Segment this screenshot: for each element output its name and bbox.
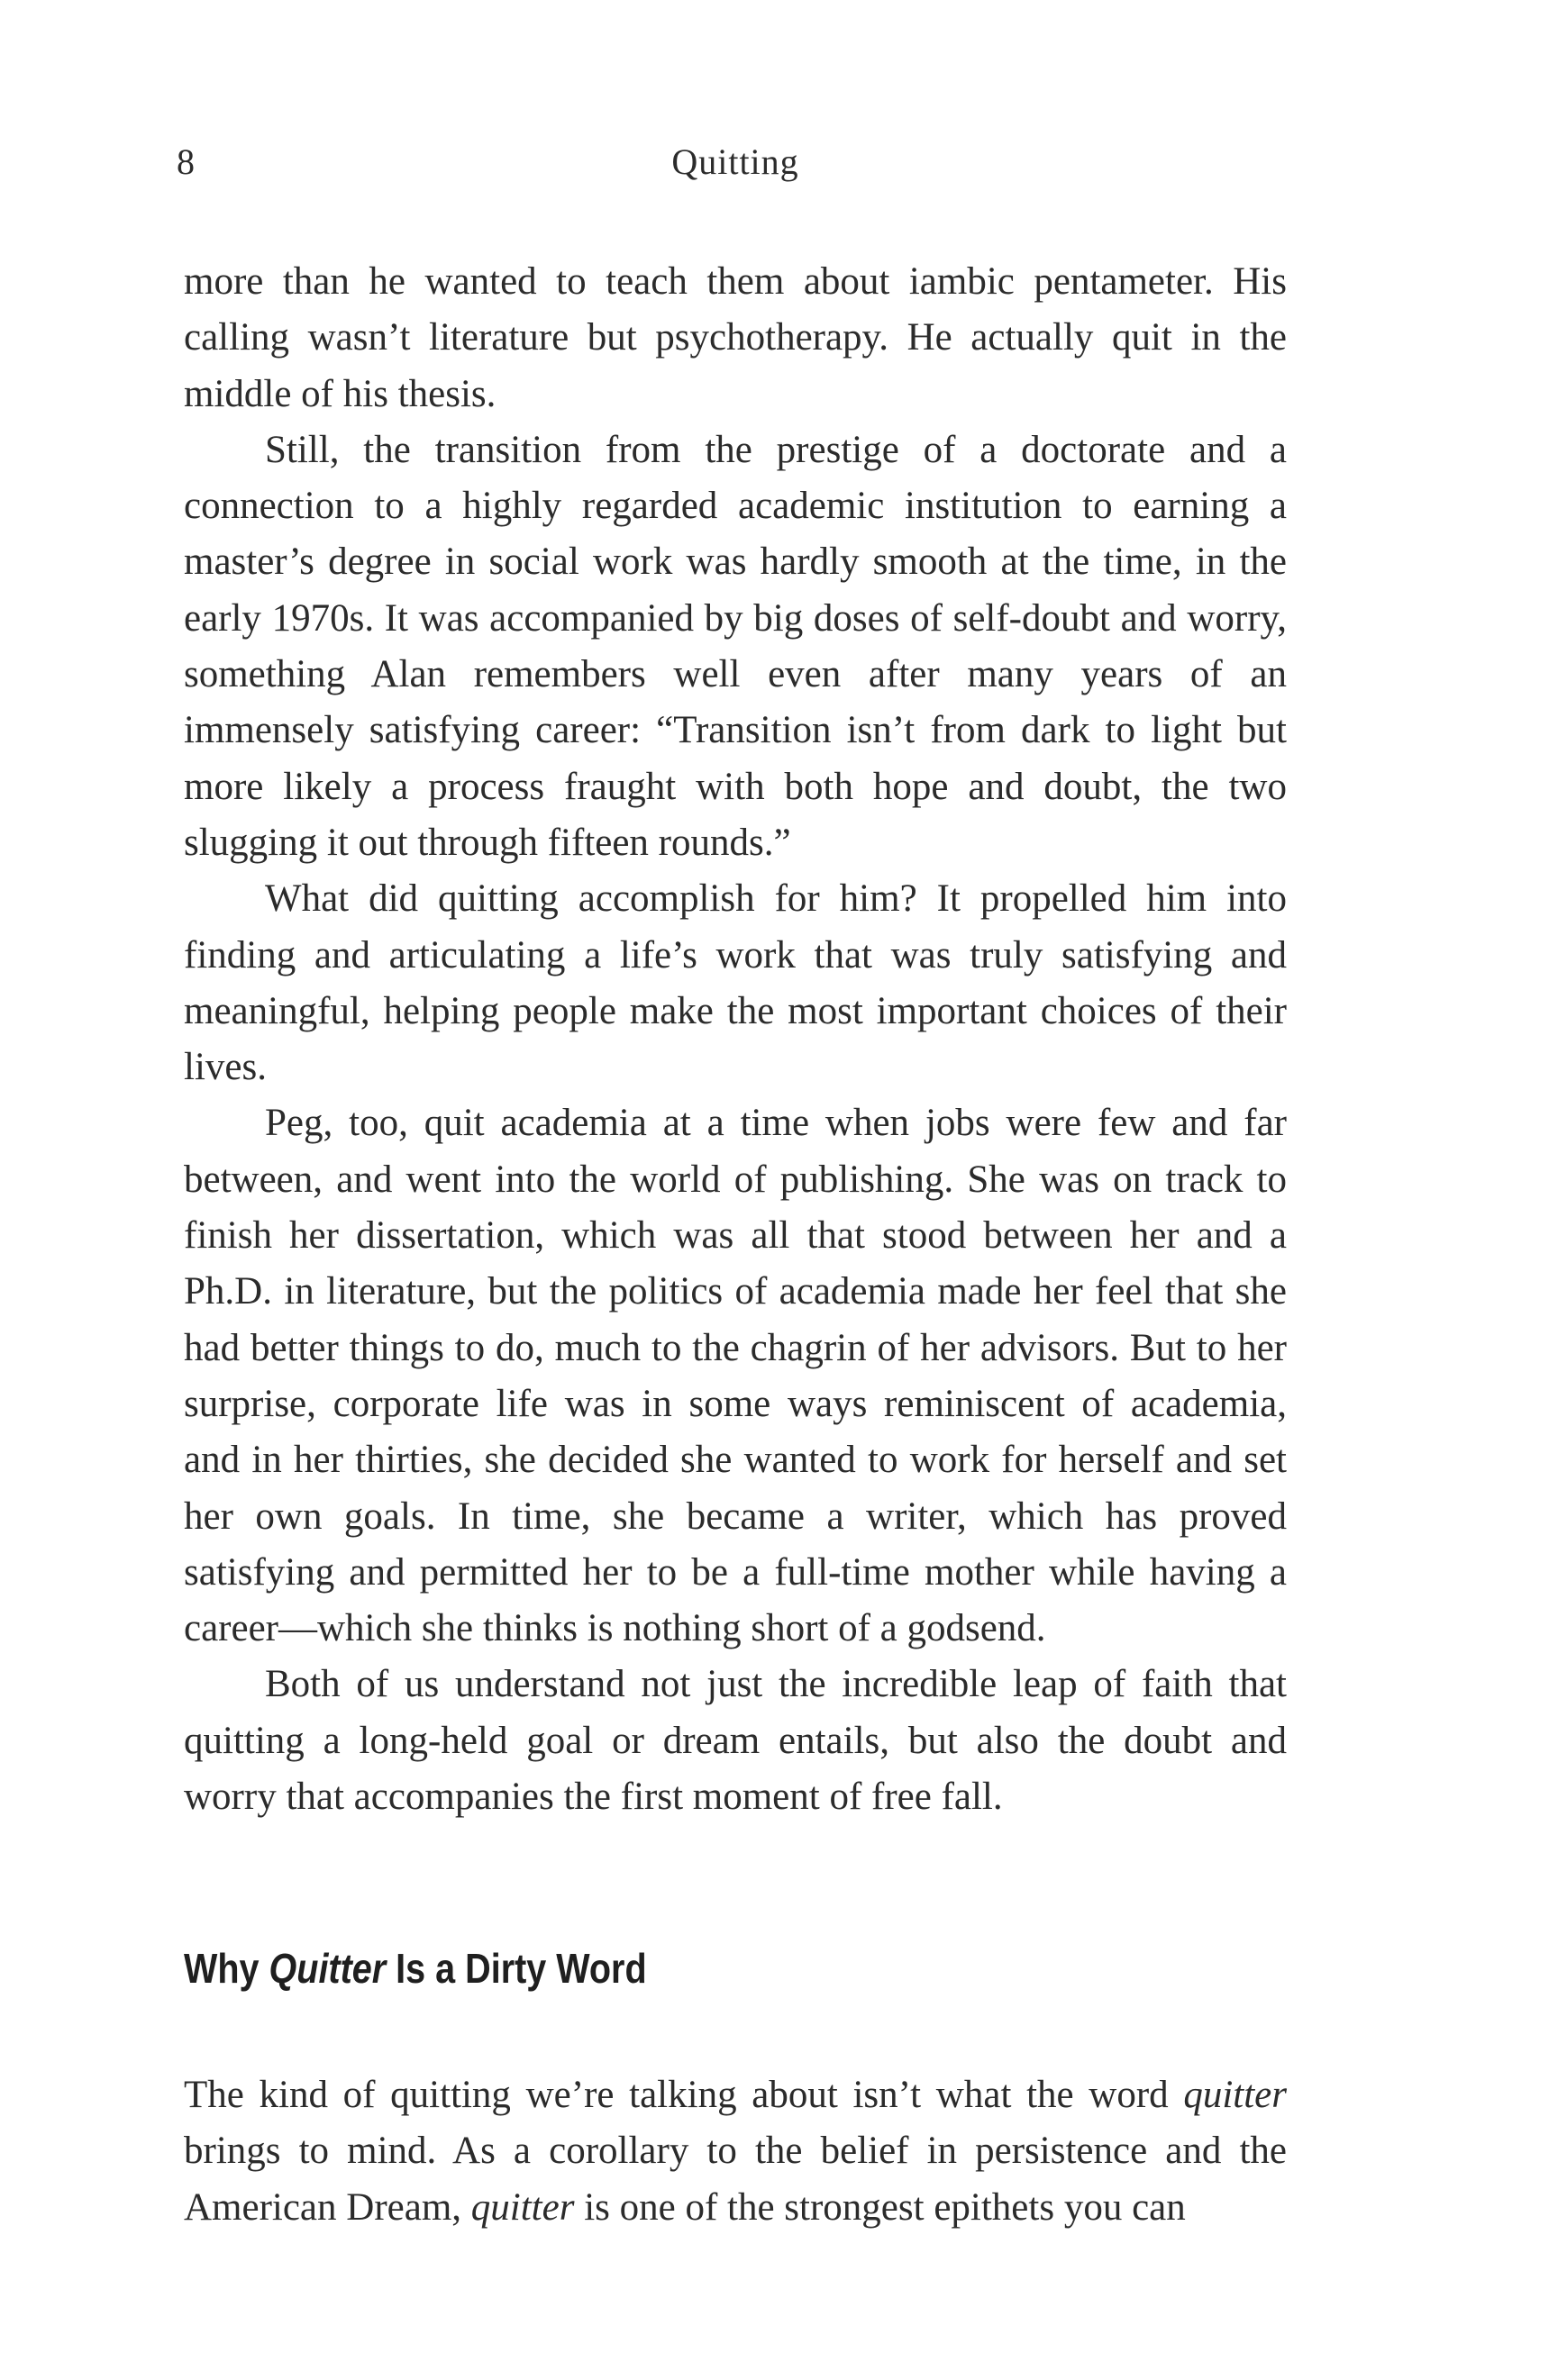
emphasis-quitter: quitter xyxy=(1183,2074,1287,2116)
heading-prefix: Why xyxy=(184,1945,269,1992)
paragraph-both-of-us: Both of us understand not just the incredible leap of faith that quitting a long-held goal or dream entails, but also the doubt and worry that accompanies the first moment of free fall. xyxy=(184,1663,1287,1819)
emphasis-quitter: quitter xyxy=(470,2185,575,2229)
text-run: brings to mind. As a corollary to the belief in persistence and the American Dream, xyxy=(184,2130,1287,2229)
body-text xyxy=(184,254,1287,1825)
paragraph-continued: more than he wanted to teach them about iambic pentameter. His calling wasn’t literature but psychotherapy. He actually quit in the middle of his thesis. xyxy=(184,260,1287,415)
paragraph-accomplish: What did quitting accomplish for him? It propelled him into finding and articulating a life’s work that was truly satisfying and meaningful, helping people make the most important choices of their lives. xyxy=(184,877,1287,1089)
paragraph-transition: Still, the transition from the prestige of a doctorate and a connection to a highly regarded academic institution to earning a master’s degree in social work was hardly smooth at the time, in the early 1970s. It was accompanied by big doses of self-doubt and worry, something Alan remembers well even after many years of an immensely satisfying career: “Transition isn’t from dark to light but more likely a process fraught with both hope and doubt, the two slugging it out through fifteen rounds.” xyxy=(184,428,1287,864)
running-head xyxy=(177,135,1294,189)
paragraph-quitter xyxy=(184,2067,1287,2236)
page-number: 8 xyxy=(177,141,195,182)
paragraph-peg: Peg, too, quit academia at a time when jobs were few and far between, and went into the world of publishing. She was on track to finish her dissertation, which was all that stood between her and a Ph.D. in literature, but the politics of academia made her feel that she had better things to do, much to the chagrin of her advisors. But to her surprise, corporate life was in some ways reminiscent of academia, and in her thirties, she decided she wanted to work for herself and set her own goals. In time, she became a writer, which has proved satisfying and permitted her to be a full-time mother while having a career—which she thinks is nothing short of a godsend. xyxy=(184,1102,1287,1650)
section-body xyxy=(184,2067,1287,2236)
text-run: is one of the strongest epithets you can xyxy=(574,2185,1186,2229)
section-heading xyxy=(184,1941,647,1995)
running-title: Quitting xyxy=(671,141,799,182)
text-run: The kind of quitting we’re talking about isn’t what the word xyxy=(184,2074,1184,2116)
heading-suffix: Is a Dirty Word xyxy=(386,1945,647,1992)
heading-emphasis: Quitter xyxy=(269,1945,387,1992)
